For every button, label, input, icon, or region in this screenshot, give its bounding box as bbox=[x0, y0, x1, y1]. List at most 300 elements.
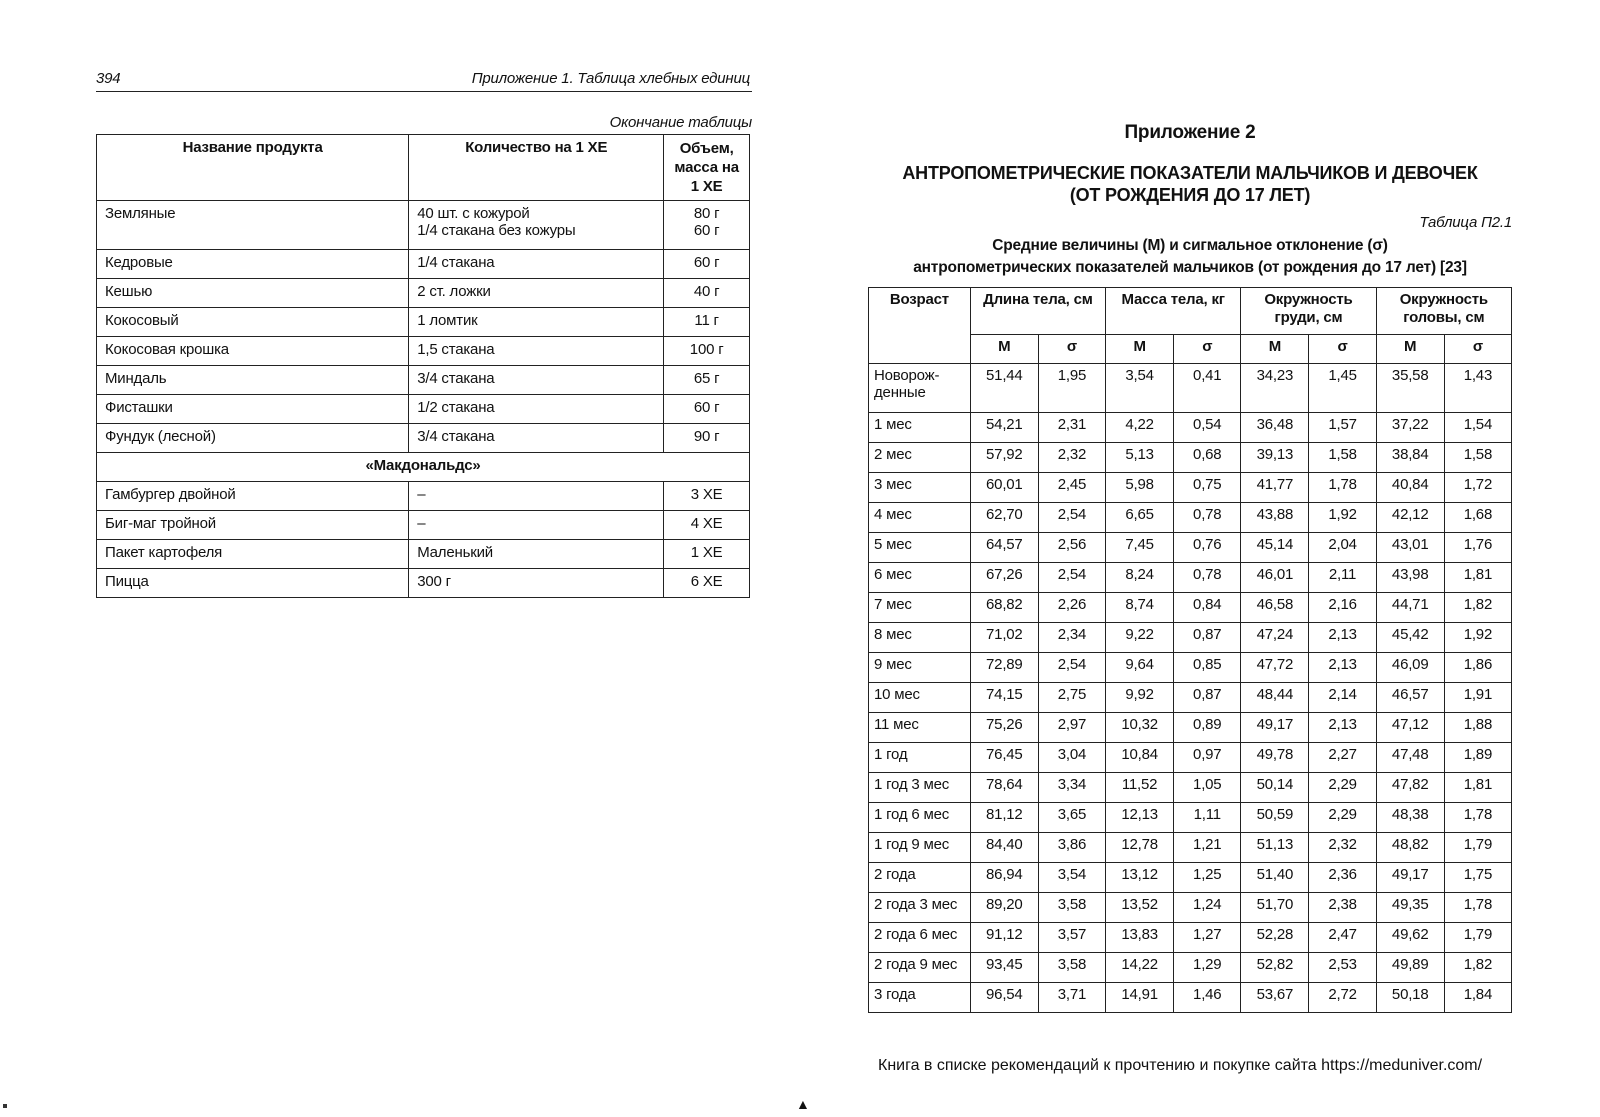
header-body-mass: Масса тела, кг bbox=[1106, 288, 1241, 335]
header-volume-mass: Объем, масса на 1 ХЕ bbox=[664, 135, 750, 201]
mass-sigma: 0,97 bbox=[1174, 743, 1241, 773]
length-sigma: 2,31 bbox=[1038, 413, 1105, 443]
table-row bbox=[869, 623, 1512, 653]
age-cell: 8 мес bbox=[869, 623, 971, 653]
head-m: 49,89 bbox=[1376, 953, 1444, 983]
section-row bbox=[97, 453, 750, 482]
mass-sigma: 0,78 bbox=[1174, 503, 1241, 533]
head-sigma: 1,79 bbox=[1444, 923, 1511, 953]
chest-sigma: 1,58 bbox=[1309, 443, 1376, 473]
table-row bbox=[869, 803, 1512, 833]
table-row bbox=[97, 424, 750, 453]
head-sigma: 1,81 bbox=[1444, 563, 1511, 593]
running-header bbox=[96, 70, 752, 92]
chest-m: 45,14 bbox=[1241, 533, 1309, 563]
quantity-cell bbox=[409, 308, 664, 337]
age-cell: 2 мес bbox=[869, 443, 971, 473]
header-quantity: Количество на 1 ХЕ bbox=[409, 135, 664, 201]
chest-m: 53,67 bbox=[1241, 983, 1309, 1013]
age-cell: 2 года 3 мес bbox=[869, 893, 971, 923]
head-m: 49,35 bbox=[1376, 893, 1444, 923]
mass-cell bbox=[664, 395, 750, 424]
chest-sigma: 2,47 bbox=[1309, 923, 1376, 953]
table-row bbox=[869, 743, 1512, 773]
head-m: 40,84 bbox=[1376, 473, 1444, 503]
head-sigma: 1,81 bbox=[1444, 773, 1511, 803]
chest-sigma: 2,27 bbox=[1309, 743, 1376, 773]
length-sigma: 3,34 bbox=[1038, 773, 1105, 803]
quantity-cell: – bbox=[409, 482, 664, 511]
mass-m: 6,65 bbox=[1106, 503, 1174, 533]
bread-units-table bbox=[96, 134, 750, 598]
table-row bbox=[97, 337, 750, 366]
quantity-cell: – bbox=[409, 511, 664, 540]
head-sigma: 1,78 bbox=[1444, 893, 1511, 923]
chest-sigma: 1,78 bbox=[1309, 473, 1376, 503]
mass-cell bbox=[664, 201, 750, 250]
mass-sigma: 0,41 bbox=[1174, 364, 1241, 413]
head-sigma: 1,92 bbox=[1444, 623, 1511, 653]
mass-m: 8,24 bbox=[1106, 563, 1174, 593]
appendix-title: Приложение 2 bbox=[1124, 122, 1256, 143]
head-sigma: 1,82 bbox=[1444, 593, 1511, 623]
head-m: 45,42 bbox=[1376, 623, 1444, 653]
chest-m: 34,23 bbox=[1241, 364, 1309, 413]
age-cell: 11 мес bbox=[869, 713, 971, 743]
subheader-sigma: σ bbox=[1038, 335, 1105, 364]
length-sigma: 3,86 bbox=[1038, 833, 1105, 863]
table-row bbox=[869, 683, 1512, 713]
mass-sigma: 1,05 bbox=[1174, 773, 1241, 803]
head-sigma: 1,68 bbox=[1444, 503, 1511, 533]
head-sigma: 1,78 bbox=[1444, 803, 1511, 833]
head-m: 48,82 bbox=[1376, 833, 1444, 863]
length-m: 71,02 bbox=[970, 623, 1038, 653]
chest-m: 46,01 bbox=[1241, 563, 1309, 593]
table-row bbox=[869, 953, 1512, 983]
head-m: 49,62 bbox=[1376, 923, 1444, 953]
age-cell: 4 мес bbox=[869, 503, 971, 533]
subheader-sigma: σ bbox=[1444, 335, 1511, 364]
header-body-length: Длина тела, см bbox=[970, 288, 1105, 335]
mass-sigma: 0,78 bbox=[1174, 563, 1241, 593]
head-sigma: 1,82 bbox=[1444, 953, 1511, 983]
mass-sigma: 0,54 bbox=[1174, 413, 1241, 443]
mass-sigma: 1,21 bbox=[1174, 833, 1241, 863]
age-cell: 1 год 9 мес bbox=[869, 833, 971, 863]
mass-sigma: 1,46 bbox=[1174, 983, 1241, 1013]
length-sigma: 3,04 bbox=[1038, 743, 1105, 773]
head-m: 49,17 bbox=[1376, 863, 1444, 893]
head-sigma: 1,54 bbox=[1444, 413, 1511, 443]
section-title: «Макдональдс» bbox=[97, 453, 750, 482]
head-sigma: 1,79 bbox=[1444, 833, 1511, 863]
mass-m: 10,32 bbox=[1106, 713, 1174, 743]
length-sigma: 3,58 bbox=[1038, 953, 1105, 983]
heading-line-2: (ОТ РОЖДЕНИЯ ДО 17 ЛЕТ) bbox=[1069, 185, 1311, 205]
quantity-line: 1 ломтик bbox=[417, 312, 478, 329]
age-cell: 3 года bbox=[869, 983, 971, 1013]
table-row bbox=[97, 395, 750, 424]
mass-sigma: 1,29 bbox=[1174, 953, 1241, 983]
header-product-name: Название продукта bbox=[97, 135, 409, 201]
product-name: Кедровые bbox=[97, 250, 409, 279]
length-m: 81,12 bbox=[970, 803, 1038, 833]
mass-sigma: 0,76 bbox=[1174, 533, 1241, 563]
chest-sigma: 2,16 bbox=[1309, 593, 1376, 623]
age-cell: 2 года 6 мес bbox=[869, 923, 971, 953]
table-row bbox=[869, 863, 1512, 893]
length-sigma: 2,75 bbox=[1038, 683, 1105, 713]
chest-m: 52,82 bbox=[1241, 953, 1309, 983]
chest-sigma: 2,32 bbox=[1309, 833, 1376, 863]
chest-sigma: 2,38 bbox=[1309, 893, 1376, 923]
chest-sigma: 2,36 bbox=[1309, 863, 1376, 893]
mass-m: 11,52 bbox=[1106, 773, 1174, 803]
quantity-cell bbox=[409, 395, 664, 424]
mass-line: 65 г bbox=[693, 370, 720, 387]
table-row bbox=[869, 713, 1512, 743]
length-m: 96,54 bbox=[970, 983, 1038, 1013]
age-cell: 10 мес bbox=[869, 683, 971, 713]
mass-cell: 1 ХЕ bbox=[664, 540, 750, 569]
chest-m: 41,77 bbox=[1241, 473, 1309, 503]
mass-sigma: 1,25 bbox=[1174, 863, 1241, 893]
length-m: 78,64 bbox=[970, 773, 1038, 803]
head-sigma: 1,84 bbox=[1444, 983, 1511, 1013]
chest-sigma: 2,29 bbox=[1309, 803, 1376, 833]
table-row bbox=[97, 540, 750, 569]
head-sigma: 1,72 bbox=[1444, 473, 1511, 503]
subheader-m: М bbox=[1376, 335, 1444, 364]
right-page bbox=[868, 118, 1512, 1013]
mass-m: 7,45 bbox=[1106, 533, 1174, 563]
product-name: Фисташки bbox=[97, 395, 409, 424]
chest-m: 43,88 bbox=[1241, 503, 1309, 533]
product-name: Пакет картофеля bbox=[97, 540, 409, 569]
table-row bbox=[97, 279, 750, 308]
length-m: 89,20 bbox=[970, 893, 1038, 923]
mass-cell: 3 ХЕ bbox=[664, 482, 750, 511]
head-m: 37,22 bbox=[1376, 413, 1444, 443]
mass-m: 9,22 bbox=[1106, 623, 1174, 653]
chest-sigma: 2,11 bbox=[1309, 563, 1376, 593]
mass-sigma: 1,24 bbox=[1174, 893, 1241, 923]
heading-line-1: АНТРОПОМЕТРИЧЕСКИЕ ПОКАЗАТЕЛИ МАЛЬЧИКОВ И ДЕВОЧЕК bbox=[902, 163, 1478, 183]
length-m: 93,45 bbox=[970, 953, 1038, 983]
header-chest-circumference: Окружность груди, см bbox=[1241, 288, 1376, 335]
mass-line: 90 г bbox=[693, 428, 720, 445]
footer-note: Книга в списке рекомендаций к прочтению и покупке сайта https://meduniver.com/ bbox=[878, 1057, 1483, 1074]
chest-sigma: 2,53 bbox=[1309, 953, 1376, 983]
mass-m: 12,78 bbox=[1106, 833, 1174, 863]
header-age: Возраст bbox=[869, 288, 971, 364]
length-m: 75,26 bbox=[970, 713, 1038, 743]
table-row bbox=[97, 482, 750, 511]
head-m: 46,09 bbox=[1376, 653, 1444, 683]
table-row bbox=[97, 250, 750, 279]
length-sigma: 2,45 bbox=[1038, 473, 1105, 503]
length-m: 72,89 bbox=[970, 653, 1038, 683]
age-cell: 1 год 6 мес bbox=[869, 803, 971, 833]
header-head-circumference: Окружность головы, см bbox=[1376, 288, 1511, 335]
age-cell: Новорож- денные bbox=[869, 364, 971, 413]
mass-m: 3,54 bbox=[1106, 364, 1174, 413]
table-row bbox=[869, 773, 1512, 803]
head-m: 50,18 bbox=[1376, 983, 1444, 1013]
quantity-line: 1/2 стакана bbox=[417, 399, 495, 416]
length-sigma: 2,26 bbox=[1038, 593, 1105, 623]
running-title: Приложение 1. Таблица хлебных единиц bbox=[471, 70, 750, 87]
subheader-m: М bbox=[1241, 335, 1309, 364]
page-number: 394 bbox=[96, 70, 121, 87]
head-sigma: 1,75 bbox=[1444, 863, 1511, 893]
quantity-line: 3/4 стакана bbox=[417, 370, 495, 387]
product-name: Миндаль bbox=[97, 366, 409, 395]
age-cell: 7 мес bbox=[869, 593, 971, 623]
table-row bbox=[97, 569, 750, 598]
length-m: 84,40 bbox=[970, 833, 1038, 863]
length-sigma: 3,54 bbox=[1038, 863, 1105, 893]
table-row bbox=[869, 563, 1512, 593]
length-sigma: 2,54 bbox=[1038, 563, 1105, 593]
caption-line-2: антропометрических показателей мальчиков (от рождения до 17 лет) [23] bbox=[913, 259, 1467, 276]
length-sigma: 2,32 bbox=[1038, 443, 1105, 473]
head-m: 46,57 bbox=[1376, 683, 1444, 713]
mass-sigma: 0,84 bbox=[1174, 593, 1241, 623]
mass-sigma: 1,27 bbox=[1174, 923, 1241, 953]
age-cell: 1 мес bbox=[869, 413, 971, 443]
mass-line: 11 г bbox=[694, 312, 719, 329]
mass-sigma: 0,87 bbox=[1174, 683, 1241, 713]
mass-m: 8,74 bbox=[1106, 593, 1174, 623]
continuation-label: Окончание таблицы bbox=[609, 114, 752, 131]
table-row bbox=[97, 366, 750, 395]
mass-cell: 4 ХЕ bbox=[664, 511, 750, 540]
quantity-cell bbox=[409, 250, 664, 279]
length-m: 51,44 bbox=[970, 364, 1038, 413]
head-m: 47,82 bbox=[1376, 773, 1444, 803]
product-name: Биг-маг тройной bbox=[97, 511, 409, 540]
chest-m: 47,72 bbox=[1241, 653, 1309, 683]
quantity-cell: Маленький bbox=[409, 540, 664, 569]
chest-m: 52,28 bbox=[1241, 923, 1309, 953]
chest-m: 47,24 bbox=[1241, 623, 1309, 653]
quantity-line: 1/4 стакана без кожуры bbox=[417, 222, 576, 239]
mass-cell bbox=[664, 279, 750, 308]
mass-m: 9,92 bbox=[1106, 683, 1174, 713]
product-name: Земляные bbox=[97, 201, 409, 250]
length-m: 76,45 bbox=[970, 743, 1038, 773]
chest-sigma: 2,72 bbox=[1309, 983, 1376, 1013]
mass-line: 40 г bbox=[693, 283, 720, 300]
anthropometric-table bbox=[868, 287, 1512, 1013]
chest-m: 36,48 bbox=[1241, 413, 1309, 443]
product-name: Пицца bbox=[97, 569, 409, 598]
mass-m: 12,13 bbox=[1106, 803, 1174, 833]
length-sigma: 2,34 bbox=[1038, 623, 1105, 653]
mass-sigma: 0,89 bbox=[1174, 713, 1241, 743]
table-row bbox=[869, 443, 1512, 473]
chest-sigma: 2,13 bbox=[1309, 623, 1376, 653]
quantity-cell bbox=[409, 201, 664, 250]
head-sigma: 1,43 bbox=[1444, 364, 1511, 413]
table-row bbox=[869, 833, 1512, 863]
mass-line: 60 г bbox=[693, 254, 720, 271]
length-m: 62,70 bbox=[970, 503, 1038, 533]
scan-mark bbox=[3, 1104, 7, 1108]
mass-m: 13,12 bbox=[1106, 863, 1174, 893]
age-cell: 1 год bbox=[869, 743, 971, 773]
mass-cell bbox=[664, 250, 750, 279]
chest-sigma: 1,92 bbox=[1309, 503, 1376, 533]
length-m: 60,01 bbox=[970, 473, 1038, 503]
age-cell: 3 мес bbox=[869, 473, 971, 503]
mass-line: 100 г bbox=[689, 341, 724, 358]
head-m: 35,58 bbox=[1376, 364, 1444, 413]
length-m: 67,26 bbox=[970, 563, 1038, 593]
mass-sigma: 0,68 bbox=[1174, 443, 1241, 473]
mass-m: 5,13 bbox=[1106, 443, 1174, 473]
chest-sigma: 2,29 bbox=[1309, 773, 1376, 803]
table-row bbox=[869, 653, 1512, 683]
head-m: 38,84 bbox=[1376, 443, 1444, 473]
chest-sigma: 2,04 bbox=[1309, 533, 1376, 563]
length-sigma: 2,56 bbox=[1038, 533, 1105, 563]
mass-cell bbox=[664, 424, 750, 453]
head-m: 47,12 bbox=[1376, 713, 1444, 743]
binding-mark: ▲ bbox=[796, 1096, 810, 1112]
mass-m: 10,84 bbox=[1106, 743, 1174, 773]
table-row bbox=[97, 308, 750, 337]
mass-line: 80 г bbox=[693, 205, 720, 222]
table-row bbox=[869, 893, 1512, 923]
age-cell: 1 год 3 мес bbox=[869, 773, 971, 803]
head-m: 47,48 bbox=[1376, 743, 1444, 773]
chest-m: 46,58 bbox=[1241, 593, 1309, 623]
length-m: 57,92 bbox=[970, 443, 1038, 473]
chest-sigma: 1,45 bbox=[1309, 364, 1376, 413]
age-cell: 2 года 9 мес bbox=[869, 953, 971, 983]
table-row bbox=[869, 473, 1512, 503]
length-m: 91,12 bbox=[970, 923, 1038, 953]
head-sigma: 1,86 bbox=[1444, 653, 1511, 683]
head-sigma: 1,91 bbox=[1444, 683, 1511, 713]
quantity-line: 2 ст. ложки bbox=[417, 283, 491, 300]
length-sigma: 1,95 bbox=[1038, 364, 1105, 413]
head-sigma: 1,76 bbox=[1444, 533, 1511, 563]
product-name: Гамбургер двойной bbox=[97, 482, 409, 511]
length-sigma: 2,54 bbox=[1038, 503, 1105, 533]
subheader-m: М bbox=[970, 335, 1038, 364]
chest-m: 50,14 bbox=[1241, 773, 1309, 803]
length-sigma: 3,57 bbox=[1038, 923, 1105, 953]
caption-line-1: Средние величины (М) и сигмальное отклонение (σ) bbox=[992, 237, 1388, 254]
chest-sigma: 2,13 bbox=[1309, 653, 1376, 683]
left-page bbox=[96, 70, 752, 598]
mass-sigma: 0,85 bbox=[1174, 653, 1241, 683]
length-m: 68,82 bbox=[970, 593, 1038, 623]
head-m: 43,01 bbox=[1376, 533, 1444, 563]
chest-sigma: 2,14 bbox=[1309, 683, 1376, 713]
age-cell: 6 мес bbox=[869, 563, 971, 593]
table-row bbox=[869, 364, 1512, 413]
length-m: 86,94 bbox=[970, 863, 1038, 893]
age-cell: 2 года bbox=[869, 863, 971, 893]
mass-m: 5,98 bbox=[1106, 473, 1174, 503]
length-m: 54,21 bbox=[970, 413, 1038, 443]
table-row bbox=[869, 533, 1512, 563]
length-sigma: 3,71 bbox=[1038, 983, 1105, 1013]
table-row bbox=[97, 201, 750, 250]
table-row bbox=[869, 983, 1512, 1013]
mass-cell bbox=[664, 366, 750, 395]
length-sigma: 2,97 bbox=[1038, 713, 1105, 743]
mass-sigma: 1,11 bbox=[1174, 803, 1241, 833]
mass-m: 13,52 bbox=[1106, 893, 1174, 923]
quantity-cell bbox=[409, 279, 664, 308]
table-row bbox=[869, 593, 1512, 623]
mass-cell: 6 ХЕ bbox=[664, 569, 750, 598]
age-cell: 9 мес bbox=[869, 653, 971, 683]
mass-m: 14,91 bbox=[1106, 983, 1174, 1013]
quantity-cell: 300 г bbox=[409, 569, 664, 598]
head-sigma: 1,58 bbox=[1444, 443, 1511, 473]
table-row bbox=[869, 413, 1512, 443]
mass-cell bbox=[664, 308, 750, 337]
product-name: Фундук (лесной) bbox=[97, 424, 409, 453]
chest-m: 51,13 bbox=[1241, 833, 1309, 863]
chest-m: 51,40 bbox=[1241, 863, 1309, 893]
subheader-m: М bbox=[1106, 335, 1174, 364]
length-sigma: 2,54 bbox=[1038, 653, 1105, 683]
chest-sigma: 2,13 bbox=[1309, 713, 1376, 743]
chest-m: 49,17 bbox=[1241, 713, 1309, 743]
product-name: Кешью bbox=[97, 279, 409, 308]
table-header-row bbox=[97, 135, 750, 201]
mass-m: 14,22 bbox=[1106, 953, 1174, 983]
age-cell: 5 мес bbox=[869, 533, 971, 563]
subheader-sigma: σ bbox=[1309, 335, 1376, 364]
table-row bbox=[869, 923, 1512, 953]
mass-m: 9,64 bbox=[1106, 653, 1174, 683]
head-m: 48,38 bbox=[1376, 803, 1444, 833]
mass-cell bbox=[664, 337, 750, 366]
mass-sigma: 0,87 bbox=[1174, 623, 1241, 653]
product-name: Кокосовая крошка bbox=[97, 337, 409, 366]
mass-sigma: 0,75 bbox=[1174, 473, 1241, 503]
head-m: 42,12 bbox=[1376, 503, 1444, 533]
chest-m: 48,44 bbox=[1241, 683, 1309, 713]
quantity-line: 3/4 стакана bbox=[417, 428, 495, 445]
chest-m: 49,78 bbox=[1241, 743, 1309, 773]
table-row bbox=[869, 503, 1512, 533]
quantity-line: 1,5 стакана bbox=[417, 341, 495, 358]
head-m: 44,71 bbox=[1376, 593, 1444, 623]
length-sigma: 3,65 bbox=[1038, 803, 1105, 833]
head-m: 43,98 bbox=[1376, 563, 1444, 593]
mass-m: 4,22 bbox=[1106, 413, 1174, 443]
chest-m: 50,59 bbox=[1241, 803, 1309, 833]
product-name: Кокосовый bbox=[97, 308, 409, 337]
chest-m: 39,13 bbox=[1241, 443, 1309, 473]
chest-sigma: 1,57 bbox=[1309, 413, 1376, 443]
length-m: 64,57 bbox=[970, 533, 1038, 563]
quantity-cell bbox=[409, 424, 664, 453]
table-row bbox=[97, 511, 750, 540]
table-number: Таблица П2.1 bbox=[1419, 214, 1512, 231]
mass-m: 13,83 bbox=[1106, 923, 1174, 953]
